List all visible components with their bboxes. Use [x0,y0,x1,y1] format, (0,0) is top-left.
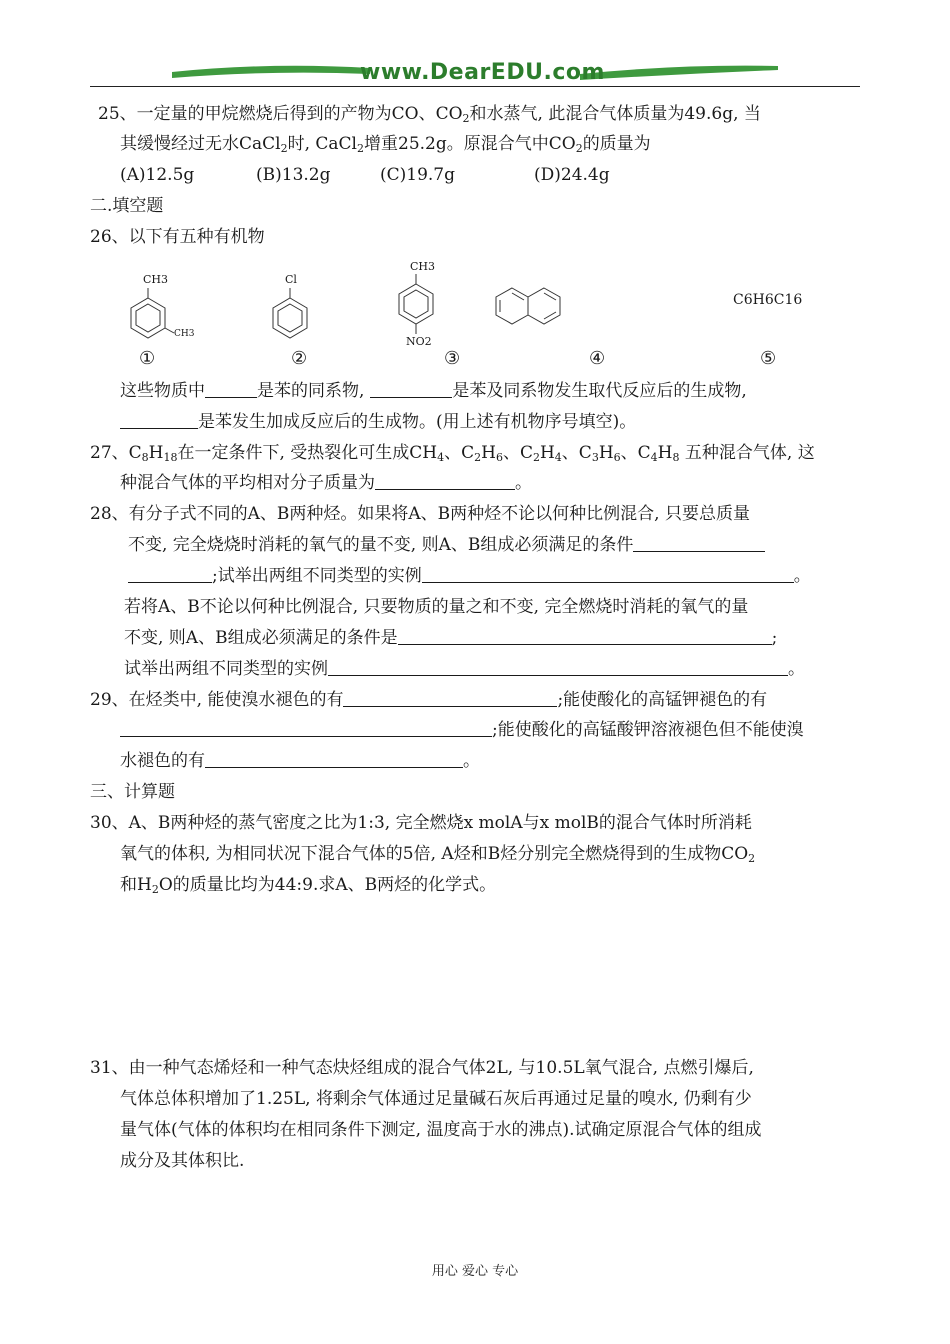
mol3-ch3: CH3 [410,260,436,273]
q26-line1: 这些物质中 是苯的同系物, 是苯及同系物发生取代反应后的生成物, [120,381,747,401]
mol1-ch3-top: CH3 [143,273,169,286]
mol3-no2: NO2 [406,335,432,348]
header-rule [90,86,860,87]
answer-blank[interactable] [120,721,492,737]
logo-text: www.DearEDU.com [360,60,605,85]
q28-line3: ;试举出两组不同类型的实例 。 [128,566,811,586]
header-logo [170,56,780,90]
answer-blank[interactable] [328,660,788,676]
q29-line1: 29、在烃类中, 能使溴水褪色的有 ;能使酸化的高锰钾褪色的有 [90,690,768,710]
q25-option-b: (B)13.2g [256,165,331,185]
mol-number-5: ⑤ [760,348,777,369]
q25-option-c: (C)19.7g [380,165,456,185]
q31-line4: 成分及其体积比. [120,1151,245,1171]
answer-blank[interactable] [375,474,515,490]
q28-line6: 试举出两组不同类型的实例 。 [124,659,805,679]
q28-line5: 不变, 则A、B组成必须满足的条件是 ; [124,628,778,648]
q25-line1: 25、一定量的甲烷燃烧后得到的产物为CO、$CO_2$和水蒸气, 此混合气体质量为49.6g, 当 [98,104,761,125]
answer-blank[interactable] [343,691,557,707]
mol5-formula: C6H6C16 [733,292,803,308]
mol1-ch3-side: CH3 [174,329,195,339]
answer-blank[interactable] [120,413,198,429]
answer-blank[interactable] [370,382,452,398]
molecule-4-structure [490,284,580,334]
q28-line2: 不变, 完全烧烧时消耗的氧气的量不变, 则A、B组成必须满足的条件 [128,535,765,555]
q31-line1: 31、由一种气态烯烃和一种气态炔烃组成的混合气体2L, 与10.5L氧气混合, 点燃引爆后, [90,1058,754,1078]
section-2-title: 二.填空题 [90,196,164,216]
q29-line2: ;能使酸化的高锰酸钾溶液褪色但不能使溴 [120,720,804,740]
answer-blank[interactable] [128,567,212,583]
mol2-cl: Cl [285,273,297,286]
q28-line1: 28、有分子式不同的A、B两种烃。如果将A、B两种烃不论以何种比例混合, 只要总质量 [90,504,750,524]
section-3-title: 三、计算题 [90,782,175,802]
answer-blank[interactable] [205,382,257,398]
mol-number-4: ④ [589,348,606,369]
answer-blank[interactable] [422,567,794,583]
q26-line2: 是苯发生加成反应后的生成物。(用上述有机物序号填空)。 [120,412,636,432]
mol-number-3: ③ [444,348,461,369]
q31-line3: 量气体(气体的体积均在相同条件下测定, 温度高于水的沸点).试确定原混合气体的组成 [120,1120,762,1140]
q27-line2: 种混合气体的平均相对分子质量为 。 [120,473,532,493]
q27-line1: 27、$C_8H_{18}$在一定条件下, 受热裂化可生成$CH_4$、$C_2H_6$、$C_2H_4$、$C_3H_6$、$C_4H_8$ 五种混合气体, 这 [90,443,815,464]
mol-number-1: ① [139,348,156,369]
q31-line2: 气体总体积增加了1.25L, 将剩余气体通过足量碱石灰后再通过足量的嗅水, 仍剩有少 [120,1089,752,1109]
q26-title: 26、以下有五种有机物 [90,227,265,247]
q30-line2: 氧气的体积, 为相同状况下混合气体的5倍, A烃和B烃分别完全燃烧得到的生成物$CO_2$ [120,844,756,865]
q29-line3: 水褪色的有 。 [120,751,480,771]
answer-blank[interactable] [205,752,463,768]
mol-number-2: ② [291,348,308,369]
q28-line4: 若将A、B不论以何种比例混合, 只要物质的量之和不变, 完全燃烧时消耗的氧气的量 [124,597,749,617]
molecule-3-structure [388,272,448,342]
q25-line2: 其缓慢经过无水CaCl$_2$时, CaCl$_2$增重25.2g。原混合气中$CO_2$的质量为 [120,134,651,155]
answer-blank[interactable] [398,629,772,645]
q25-option-a: (A)12.5g [120,165,195,185]
q25-option-d: (D)24.4g [534,165,610,185]
answer-blank[interactable] [633,536,765,552]
q30-line1: 30、A、B两种烃的蒸气密度之比为1:3, 完全燃烧x molA与x molB的混合气体时所消耗 [90,813,752,833]
q30-line3: 和$H_2O$的质量比均为44:9.求A、B两烃的化学式。 [120,875,497,896]
page-footer: 用心 爱心 专心 [431,1264,519,1279]
